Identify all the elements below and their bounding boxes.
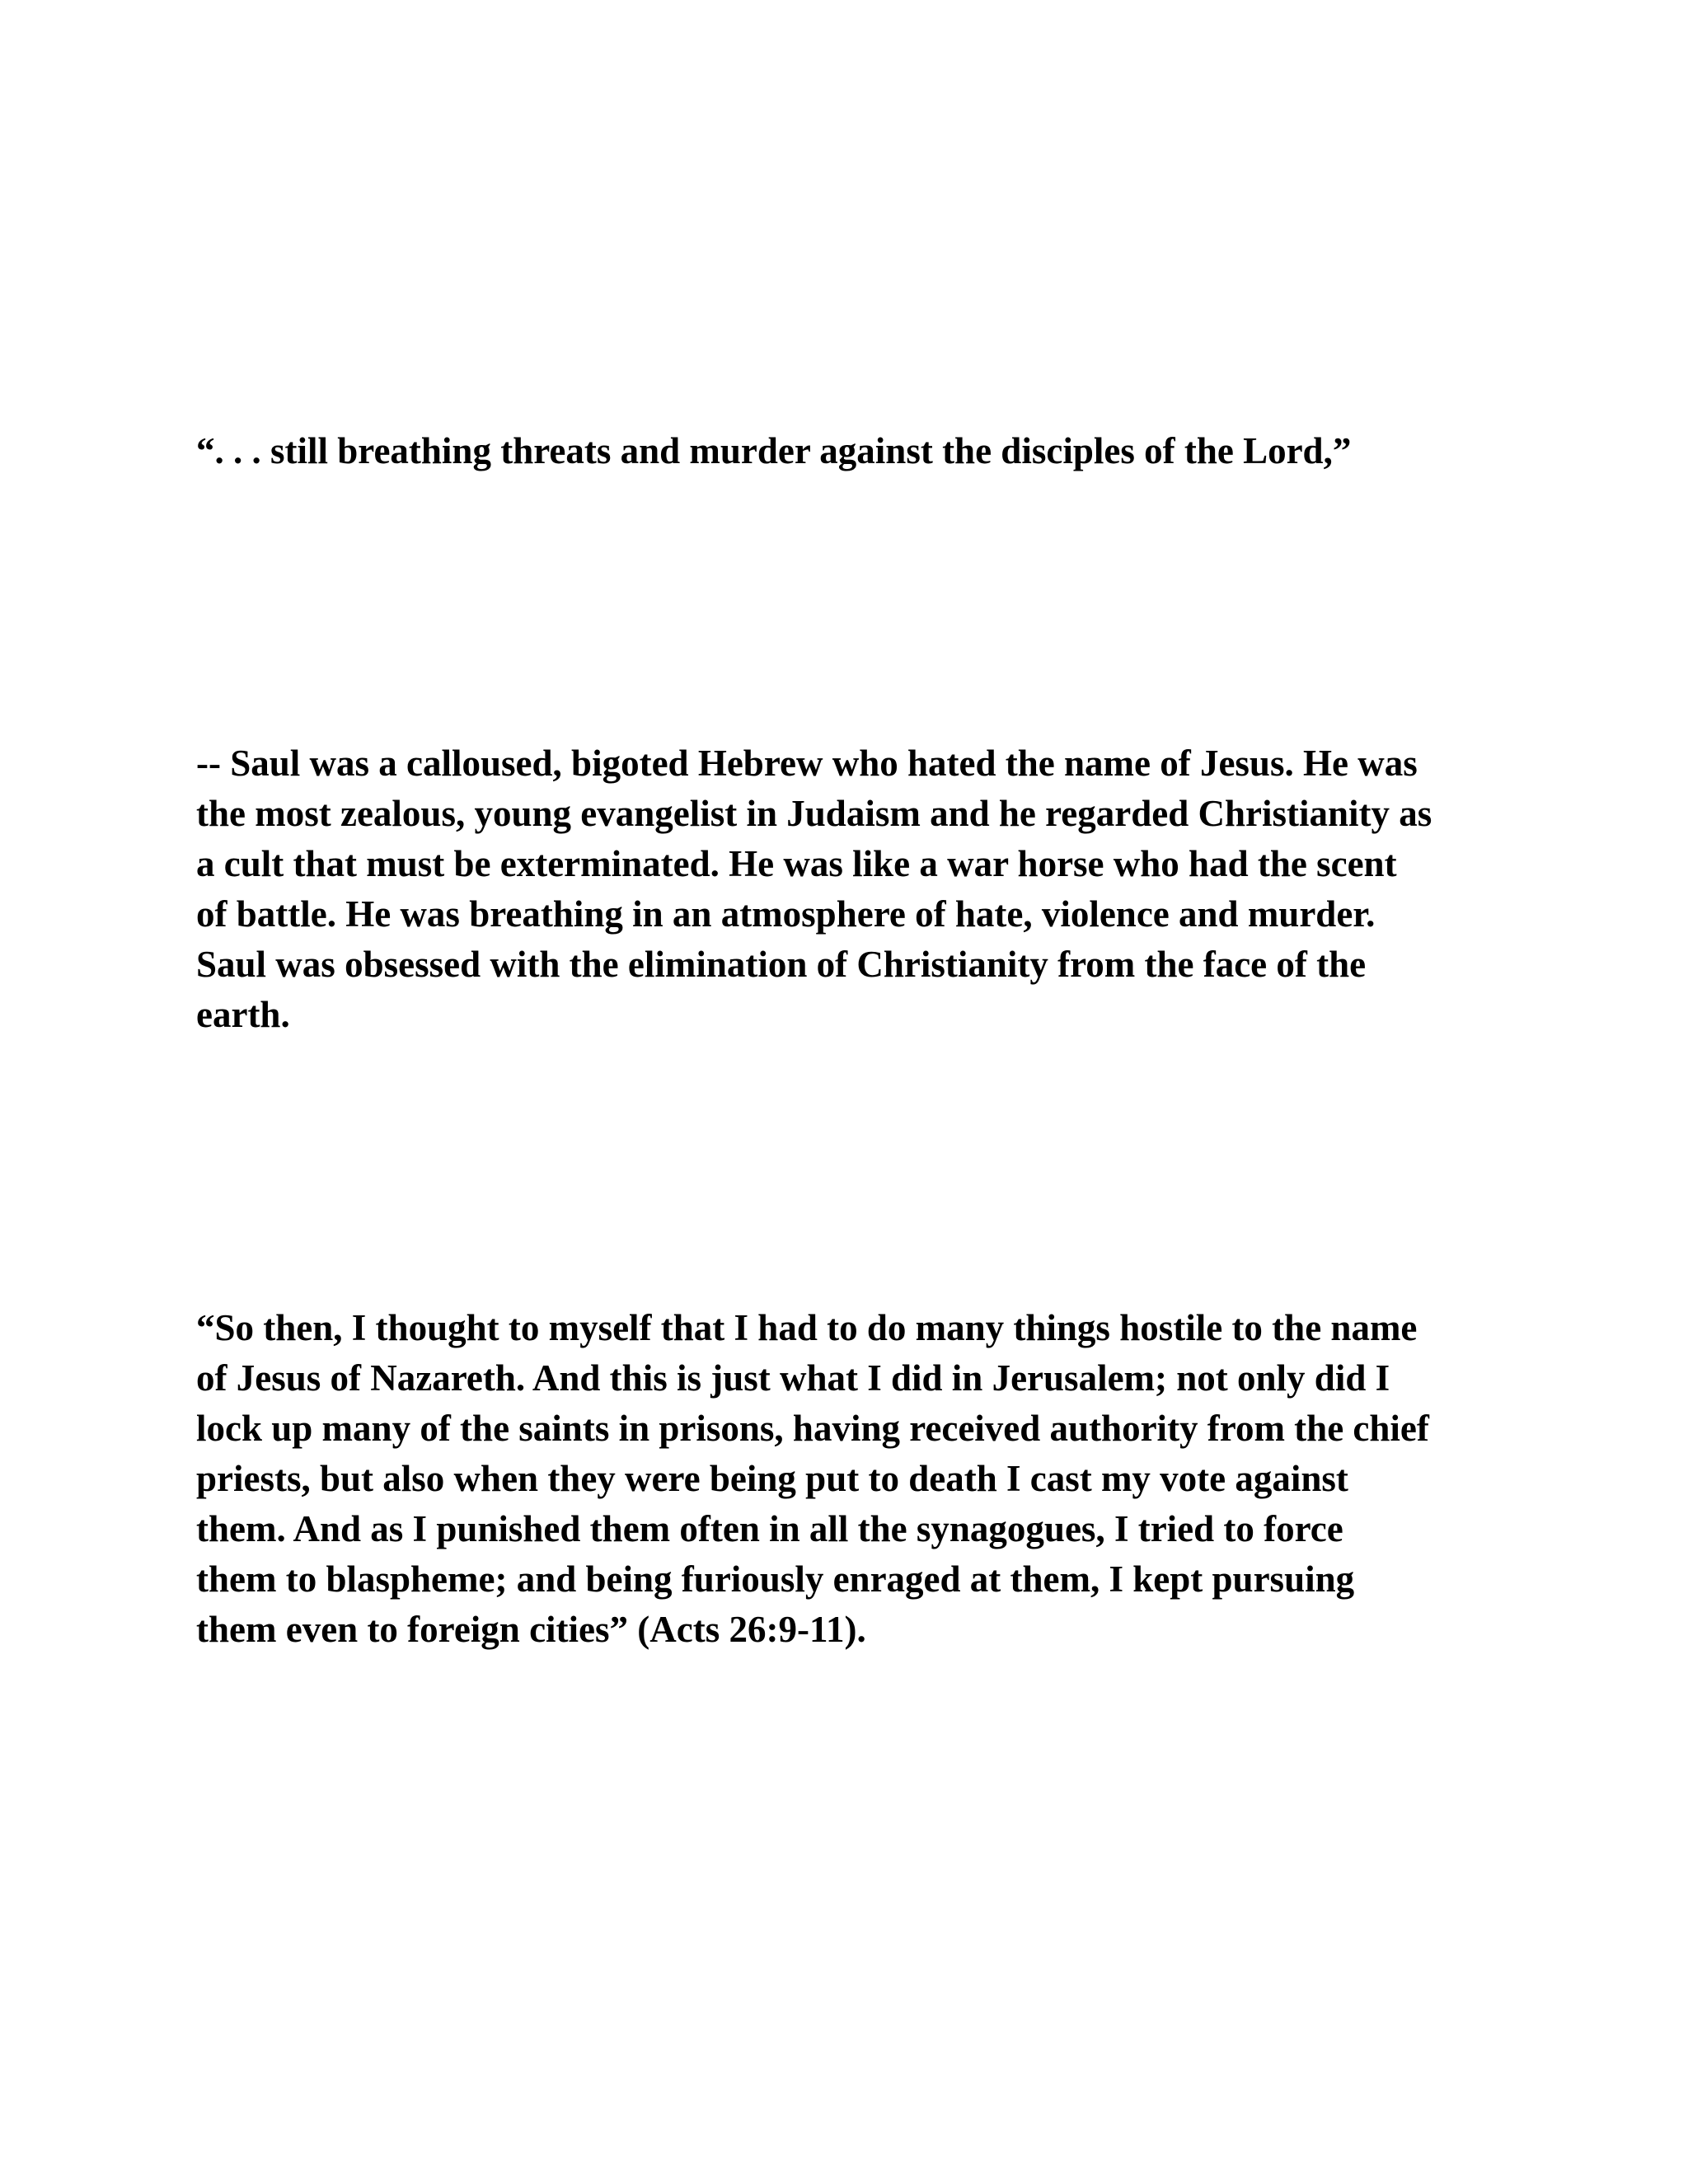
text-line: them to blaspheme; and being furiously enraged at them, I kept pursuing — [196, 1558, 1355, 1600]
text-line: priests, but also when they were being put to death I cast my vote against — [196, 1458, 1348, 1499]
text-line: Saul was obsessed with the elimination of Christianity from the face of the — [196, 944, 1367, 985]
commentary-paragraph — [196, 738, 1515, 1040]
text-line: of battle. He was breathing in an atmosphere of hate, violence and murder. — [196, 893, 1376, 935]
text-line: “. . . still breathing threats and murder against the disciples of the Lord,” — [196, 430, 1352, 471]
text-line: “So then, I thought to myself that I had to do many things hostile to the name — [196, 1307, 1418, 1348]
text-line: them even to foreign cities” (Acts 26:9-11). — [196, 1609, 866, 1650]
text-line: a cult that must be exterminated. He was like a war horse who had the scent — [196, 843, 1397, 884]
text-line: of Jesus of Nazareth. And this is just what I did in Jerusalem; not only did I — [196, 1357, 1390, 1399]
opening-quote — [196, 426, 1515, 476]
text-line: -- Saul was a calloused, bigoted Hebrew who hated the name of Jesus. He was — [196, 743, 1418, 784]
acts-quote-paragraph — [196, 1303, 1515, 1655]
text-line: lock up many of the saints in prisons, having received authority from the chief — [196, 1408, 1429, 1449]
text-line: the most zealous, young evangelist in Judaism and he regarded Christianity as — [196, 793, 1432, 834]
text-line: earth. — [196, 994, 290, 1035]
text-line: them. And as I punished them often in all the synagogues, I tried to force — [196, 1508, 1343, 1549]
